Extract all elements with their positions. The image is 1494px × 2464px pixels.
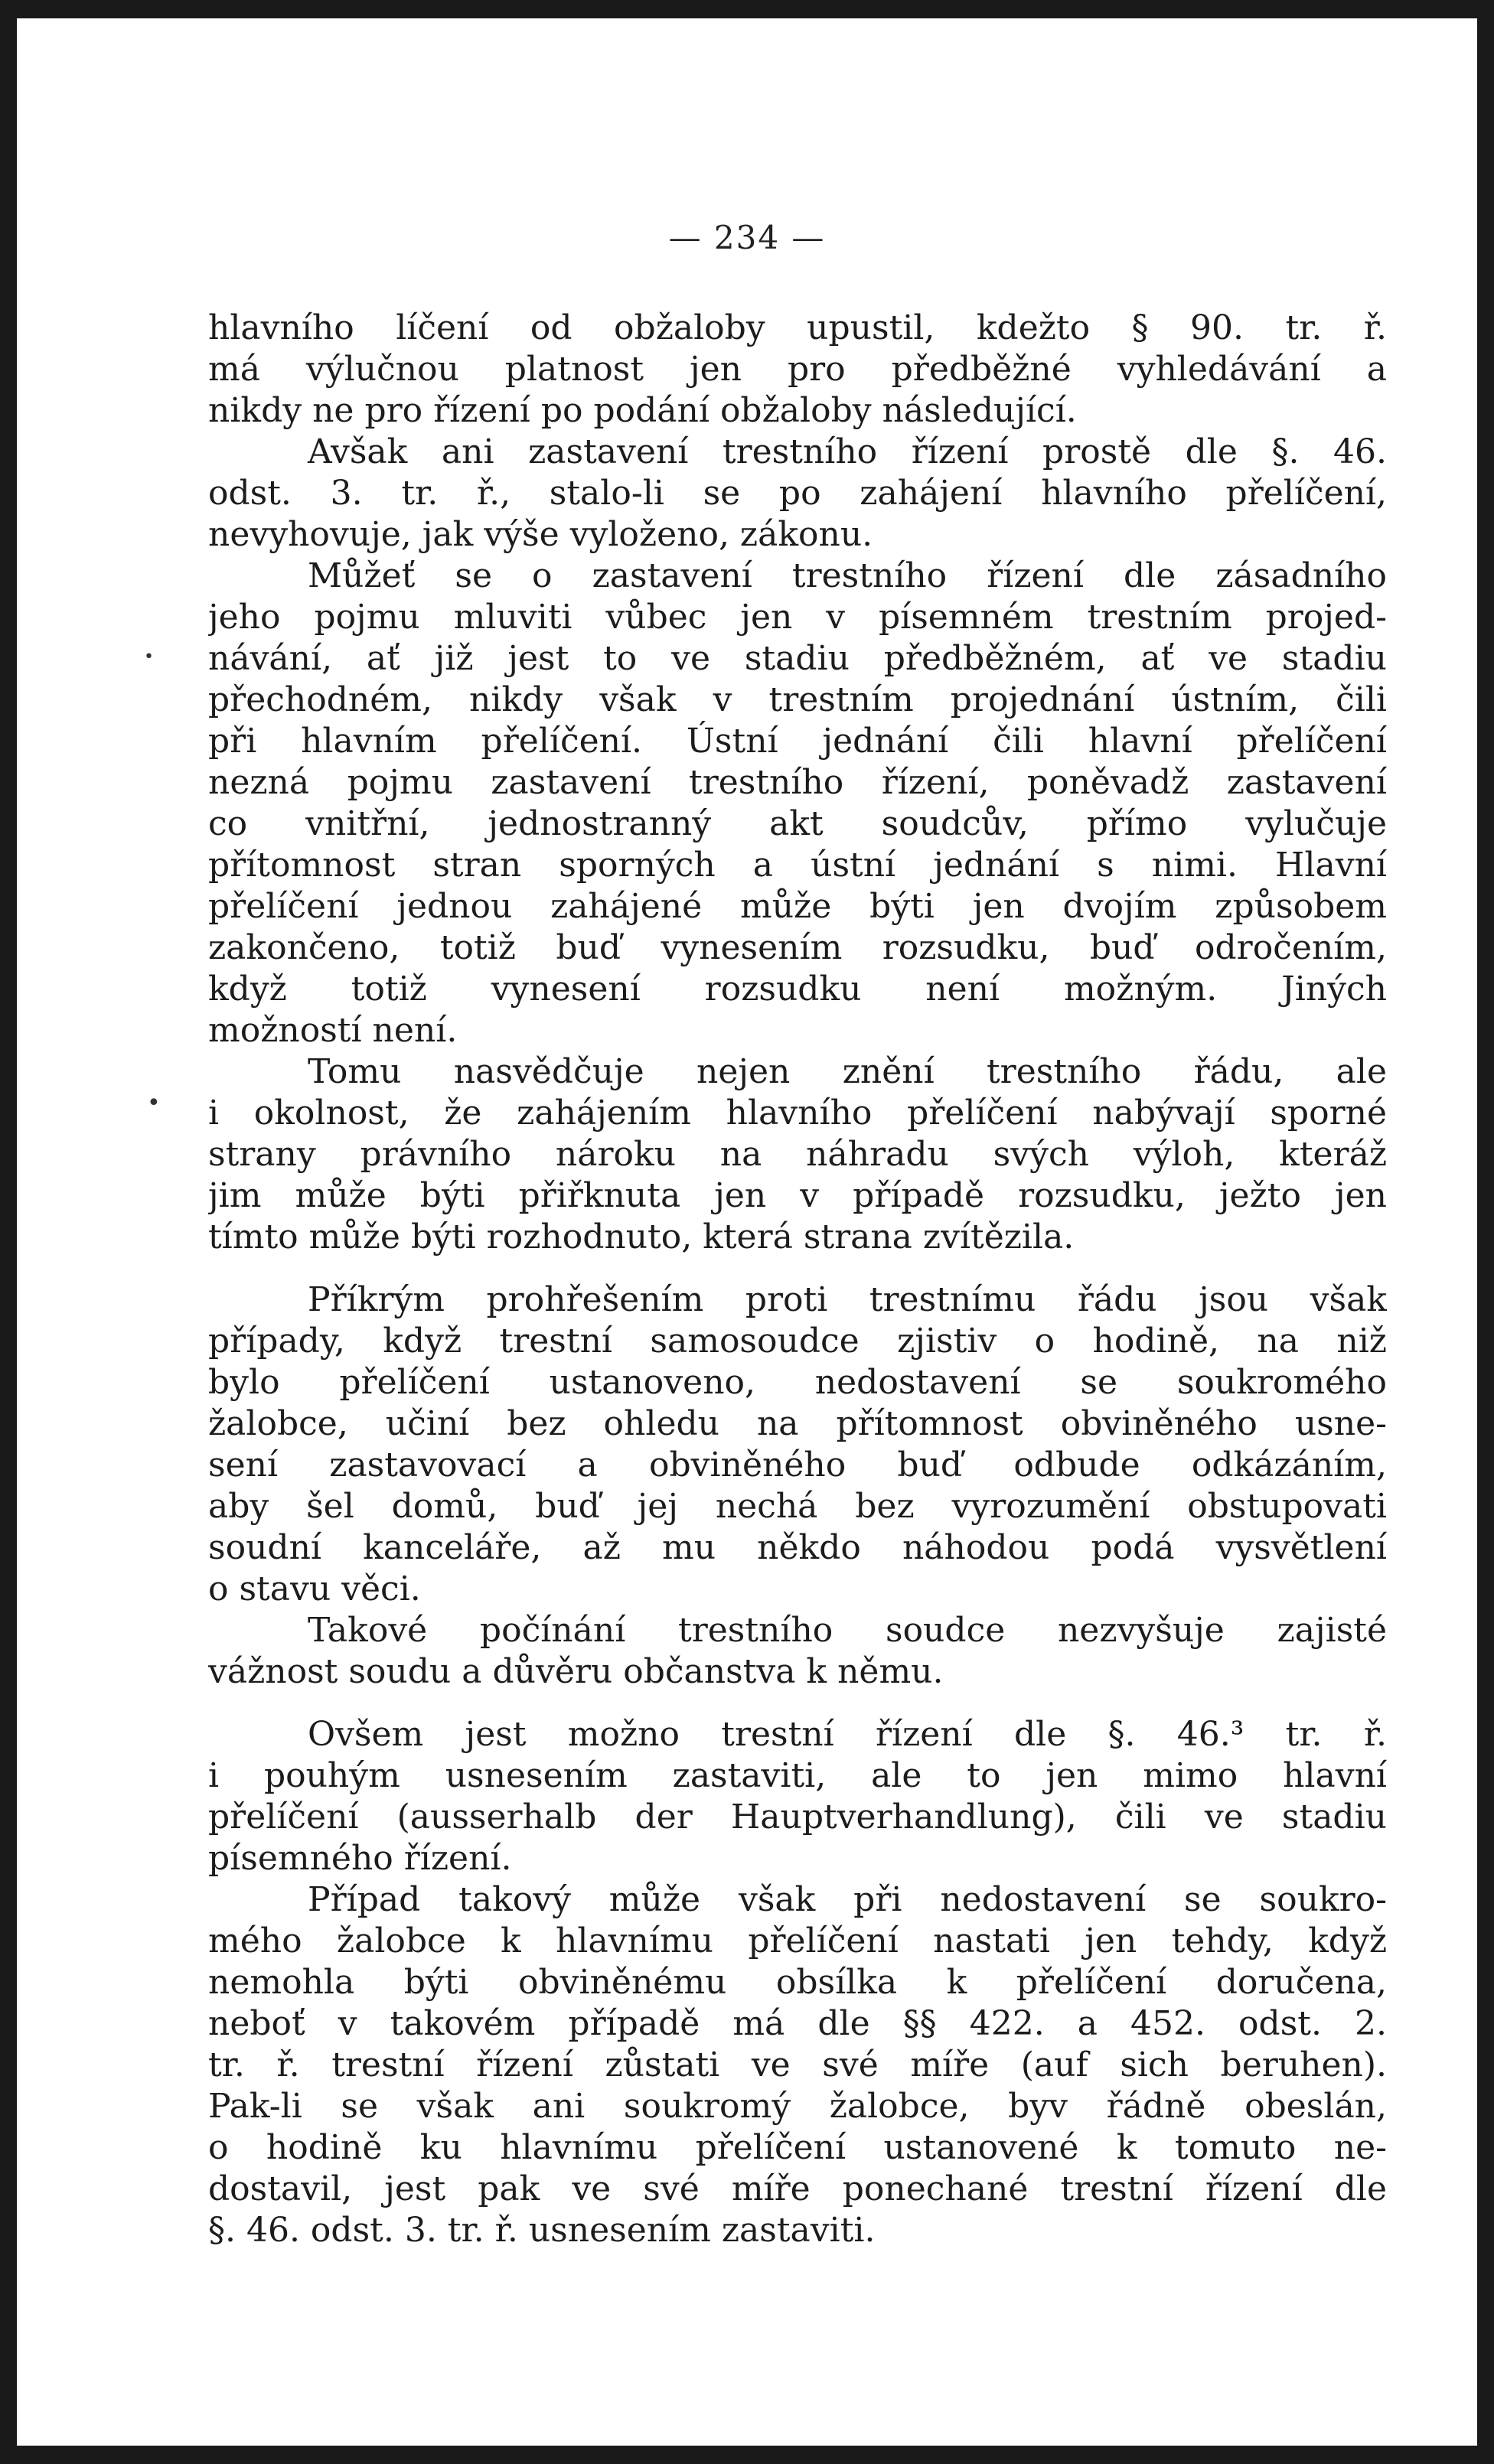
text-line: soudní kanceláře, až mu někdo náhodou podá vysvětlení <box>208 1528 1387 1567</box>
text-line: co vnitřní, jednostranný akt soudcův, přímo vylučuje <box>208 804 1387 843</box>
text-line: když totiž vynesení rozsudku není možným. Jiných <box>208 970 1387 1009</box>
paragraph <box>208 1879 1387 2251</box>
text-line: přítomnost stran sporných a ústní jednání s nimi. Hlavní <box>208 846 1387 885</box>
text-line: jim může býti přiřknuta jen v případě rozsudku, ježto jen <box>208 1176 1387 1215</box>
paragraph <box>208 1051 1387 1258</box>
text-line: mého žalobce k hlavnímu přelíčení nastati jen tehdy, když <box>208 1921 1387 1960</box>
text-line: §. 46. odst. 3. tr. ř. usnesením zastaviti. <box>208 2211 876 2250</box>
text-line: případy, když trestní samosoudce zjistiv o hodině, na niž <box>208 1322 1387 1361</box>
text-line: nevyhovuje, jak výše vyloženo, zákonu. <box>208 515 873 554</box>
text-line: strany právního nároku na náhradu svých výloh, kteráž <box>208 1135 1387 1174</box>
paragraph <box>208 556 1387 1051</box>
text-line: i pouhým usnesením zastaviti, ale to jen mimo hlavní <box>208 1756 1387 1795</box>
text-line: sení zastavovací a obviněného buď odbude odkázáním, <box>208 1445 1387 1485</box>
text-line: hlavního líčení od obžaloby upustil, kdežto § 90. tr. ř. <box>208 308 1387 347</box>
text-line: Tomu nasvědčuje nejen znění trestního řádu, ale <box>308 1052 1387 1091</box>
text-line: nezná pojmu zastavení trestního řízení, poněvadž zastavení <box>208 763 1387 802</box>
text-line: možností není. <box>208 1011 458 1050</box>
text-line: nemohla býti obviněnému obsílka k přelíčení doručena, <box>208 1963 1387 2002</box>
text-line: zakončeno, totiž buď vynesením rozsudku, buď odročením, <box>208 928 1387 967</box>
text-line: Příkrým prohřešením proti trestnímu řádu jsou však <box>308 1280 1387 1319</box>
paragraph <box>208 308 1387 432</box>
text-line: Pak-li se však ani soukromý žalobce, byv řádně obeslán, <box>208 2087 1387 2126</box>
text-line: Můžeť se o zastavení trestního řízení dle zásadního <box>308 556 1387 595</box>
page-number: — 234 — <box>668 219 826 256</box>
margin-dot: • <box>147 1090 161 1116</box>
text-line: přelíčení (ausserhalb der Hauptverhandlung), čili ve stadiu <box>208 1797 1387 1837</box>
book-page <box>17 18 1477 2446</box>
text-line: aby šel domů, buď jej nechá bez vyrozumění obstupovati <box>208 1487 1387 1526</box>
margin-dot: • <box>144 647 154 667</box>
text-line: Avšak ani zastavení trestního řízení prostě dle §. 46. <box>308 432 1387 471</box>
text-line: dostavil, jest pak ve své míře ponechané trestní řízení dle <box>208 2169 1387 2208</box>
text-line: tr. ř. trestní řízení zůstati ve své míře (auf sich beruhen). <box>208 2045 1387 2084</box>
text-line: Ovšem jest možno trestní řízení dle §. 46.³ tr. ř. <box>308 1715 1387 1754</box>
text-line: návání, ať již jest to ve stadiu předběžném, ať ve stadiu <box>208 639 1387 678</box>
paragraph <box>208 1610 1387 1693</box>
body-text <box>208 308 1387 2251</box>
text-line: odst. 3. tr. ř., stalo-li se po zahájení hlavního přelíčení, <box>208 474 1387 513</box>
text-line: přechodném, nikdy však v trestním projednání ústním, čili <box>208 680 1387 719</box>
text-line: bylo přelíčení ustanoveno, nedostavení se soukromého <box>208 1363 1387 1402</box>
text-line: o stavu věci. <box>208 1569 421 1608</box>
text-line: Případ takový může však při nedostavení se soukro- <box>308 1880 1387 1919</box>
text-line: přelíčení jednou zahájené může býti jen dvojím způsobem <box>208 887 1387 926</box>
paragraph <box>208 1714 1387 1879</box>
text-line: nikdy ne pro řízení po podání obžaloby následující. <box>208 391 1077 430</box>
text-line: žalobce, učiní bez ohledu na přítomnost obviněného usne- <box>208 1404 1387 1443</box>
paragraph <box>208 1279 1387 1610</box>
text-line: jeho pojmu mluviti vůbec jen v písemném trestním projed- <box>208 598 1387 637</box>
text-line: neboť v takovém případě má dle §§ 422. a 452. odst. 2. <box>208 2004 1387 2043</box>
text-line: písemného řízení. <box>208 1839 512 1878</box>
paragraph <box>208 432 1387 556</box>
text-line: tímto může býti rozhodnuto, která strana zvítězila. <box>208 1217 1075 1256</box>
text-line: vážnost soudu a důvěru občanstva k němu. <box>208 1652 944 1691</box>
text-line: Takové počínání trestního soudce nezvyšuje zajisté <box>308 1611 1387 1650</box>
text-line: o hodině ku hlavnímu přelíčení ustanovené k tomuto ne- <box>208 2128 1387 2167</box>
text-line: má výlučnou platnost jen pro předběžné vyhledávání a <box>208 350 1387 389</box>
text-line: při hlavním přelíčení. Ústní jednání čili hlavní přelíčení <box>208 722 1387 761</box>
text-line: i okolnost, že zahájením hlavního přelíčení nabývají sporné <box>208 1093 1387 1133</box>
